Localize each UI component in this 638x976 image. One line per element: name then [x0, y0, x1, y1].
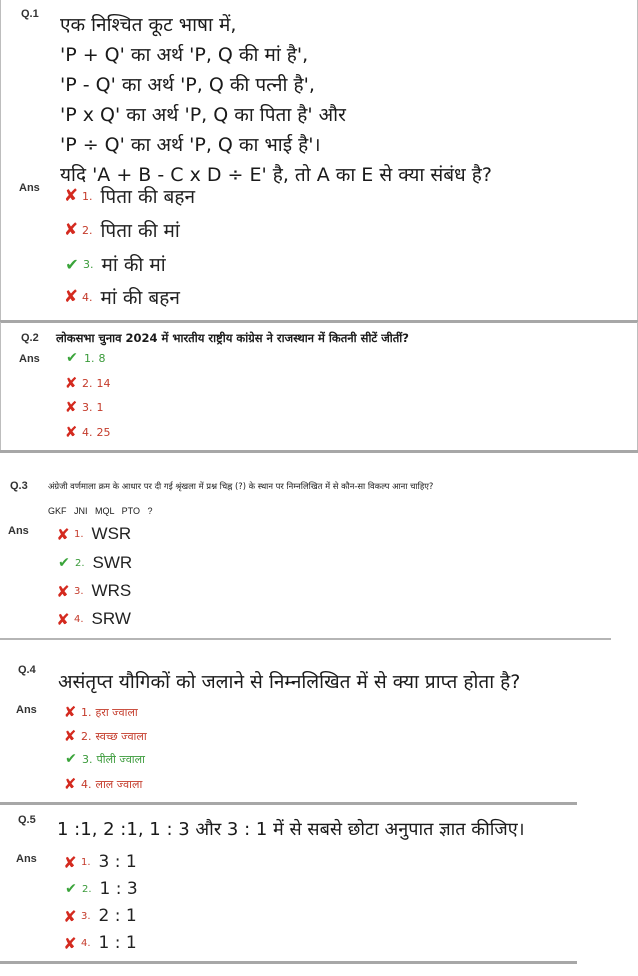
option-text: WSR [91, 524, 132, 543]
cross-mark-icon: ✘ [63, 220, 79, 240]
ans-label: Ans [16, 704, 37, 716]
option-3[interactable] [55, 581, 131, 601]
option-4[interactable] [62, 775, 142, 793]
option-text: हरा ज्वाला [95, 705, 138, 719]
option-text: 1 : 1 [98, 933, 137, 953]
option-4[interactable] [62, 933, 137, 953]
question-series: GKF JNI MQL PTO ? [48, 506, 153, 516]
option-2[interactable] [63, 374, 111, 392]
option-3[interactable] [62, 906, 137, 926]
question-line: 'P ÷ Q' का अर्थ 'P, Q का भाई है'। [60, 134, 321, 156]
cross-mark-icon: ✘ [63, 287, 79, 307]
option-number: 4. [74, 613, 84, 625]
option-number: 3. [74, 585, 84, 597]
question-number: Q.5 [18, 814, 36, 826]
option-4[interactable] [62, 284, 180, 310]
question-number: Q.3 [10, 480, 28, 492]
divider-3 [0, 638, 611, 640]
option-number: 3. [82, 400, 93, 414]
option-number: 3. [81, 910, 91, 922]
cross-mark-icon: ✘ [64, 374, 78, 392]
option-3[interactable] [62, 251, 166, 277]
check-mark-icon: ✔ [58, 555, 70, 571]
cross-mark-icon: ✘ [63, 186, 79, 206]
question-text: लोकसभा चुनाव 2024 में भारतीय राष्ट्रीय कांग्रेस ने राजस्थान में कितनी सीटें जीतीं? [56, 331, 409, 345]
option-text: 1 : 3 [99, 879, 138, 899]
option-text: लाल ज्वाला [95, 777, 143, 791]
option-number: 2. [75, 557, 85, 569]
option-number: 4. [81, 777, 92, 791]
option-3[interactable] [63, 398, 104, 416]
option-number: 2. [82, 223, 93, 237]
check-mark-icon: ✔ [65, 254, 79, 274]
option-1[interactable] [63, 350, 106, 366]
option-number: 2. [81, 729, 92, 743]
question-line: 'P - Q' का अर्थ 'P, Q की पत्नी है', [60, 74, 315, 96]
option-number: 1. [82, 189, 93, 203]
ans-label: Ans [16, 853, 37, 865]
option-4[interactable] [55, 609, 131, 629]
ans-label: Ans [8, 525, 29, 537]
option-text: SRW [91, 609, 131, 628]
check-mark-icon: ✔ [65, 751, 77, 767]
option-text: 8 [98, 351, 106, 365]
cross-mark-icon: ✘ [63, 775, 77, 793]
option-text: पिता की मां [100, 220, 180, 242]
option-2[interactable] [62, 879, 138, 899]
option-text: 25 [96, 425, 111, 439]
option-text: 2 : 1 [98, 906, 137, 926]
option-number: 1. [81, 705, 92, 719]
option-text: मां की मां [101, 254, 166, 276]
option-text: पीली ज्वाला [96, 752, 145, 766]
ans-label: Ans [19, 182, 40, 194]
option-1[interactable] [62, 852, 137, 872]
option-2[interactable] [62, 727, 147, 745]
option-4[interactable] [63, 423, 111, 441]
option-1[interactable] [62, 703, 138, 721]
option-number: 1. [81, 856, 91, 868]
cross-mark-icon: ✘ [56, 524, 70, 544]
divider-2 [0, 450, 638, 453]
question-line: एक निश्चित कूट भाषा में, [60, 14, 237, 36]
option-number: 1. [74, 528, 84, 540]
option-1[interactable] [62, 183, 195, 209]
option-text: SWR [92, 553, 133, 572]
option-1[interactable] [55, 524, 131, 544]
question-text: अंग्रेजी वर्णमाला क्रम के आधार पर दी गई श्रृंखला में प्रश्न चिह्न (?) के स्थान पर निम्नलिखित में से कौन-सा विकल्प आना चाहिए? [48, 481, 434, 491]
option-text: पिता की बहन [100, 186, 196, 208]
cross-mark-icon: ✘ [63, 852, 77, 872]
option-2[interactable] [55, 553, 132, 573]
check-mark-icon: ✔ [65, 881, 77, 897]
question-number: Q.4 [18, 664, 36, 676]
option-text: 1 [96, 400, 104, 414]
cross-mark-icon: ✘ [63, 727, 77, 745]
option-number: 3. [83, 257, 94, 271]
option-2[interactable] [62, 217, 180, 243]
option-number: 1. [84, 351, 95, 365]
option-number: 4. [82, 425, 93, 439]
divider-5 [0, 961, 577, 964]
question-text: 1 :1, 2 :1, 1 : 3 और 3 : 1 में से सबसे छोटा अनुपात ज्ञात कीजिए। [57, 819, 525, 840]
option-3[interactable] [62, 751, 145, 767]
q2-left-border [0, 322, 1, 452]
cross-mark-icon: ✘ [64, 423, 78, 441]
divider-1 [0, 320, 638, 323]
option-number: 2. [82, 376, 93, 390]
option-number: 4. [82, 290, 93, 304]
option-number: 4. [81, 937, 91, 949]
question-line: 'P + Q' का अर्थ 'P, Q की मां है', [60, 44, 309, 66]
cross-mark-icon: ✘ [63, 703, 77, 721]
option-text: WRS [91, 581, 132, 600]
option-text: मां की बहन [100, 287, 180, 309]
option-text: 3 : 1 [98, 852, 137, 872]
option-text: 14 [96, 376, 111, 390]
option-number: 2. [82, 883, 92, 895]
cross-mark-icon: ✘ [56, 581, 70, 601]
question-line: यदि 'A + B - C x D ÷ E' है, तो A का E से क्या संबंध है? [60, 164, 492, 186]
question-number: Q.2 [21, 332, 39, 344]
question-text: असंतृप्त यौगिकों को जलाने से निम्नलिखित में से क्या प्राप्त होता है? [58, 671, 521, 693]
check-mark-icon: ✔ [66, 350, 78, 366]
cross-mark-icon: ✘ [63, 933, 77, 953]
question-number: Q.1 [21, 8, 39, 20]
ans-label: Ans [19, 353, 40, 365]
cross-mark-icon: ✘ [63, 906, 77, 926]
q1-left-border [0, 0, 1, 322]
cross-mark-icon: ✘ [64, 398, 78, 416]
cross-mark-icon: ✘ [56, 609, 70, 629]
question-line: 'P x Q' का अर्थ 'P, Q का पिता है' और [60, 104, 346, 126]
question-text [60, 10, 492, 190]
divider-4 [0, 802, 577, 805]
option-number: 3. [82, 752, 93, 766]
option-text: स्वच्छ ज्वाला [95, 729, 147, 743]
